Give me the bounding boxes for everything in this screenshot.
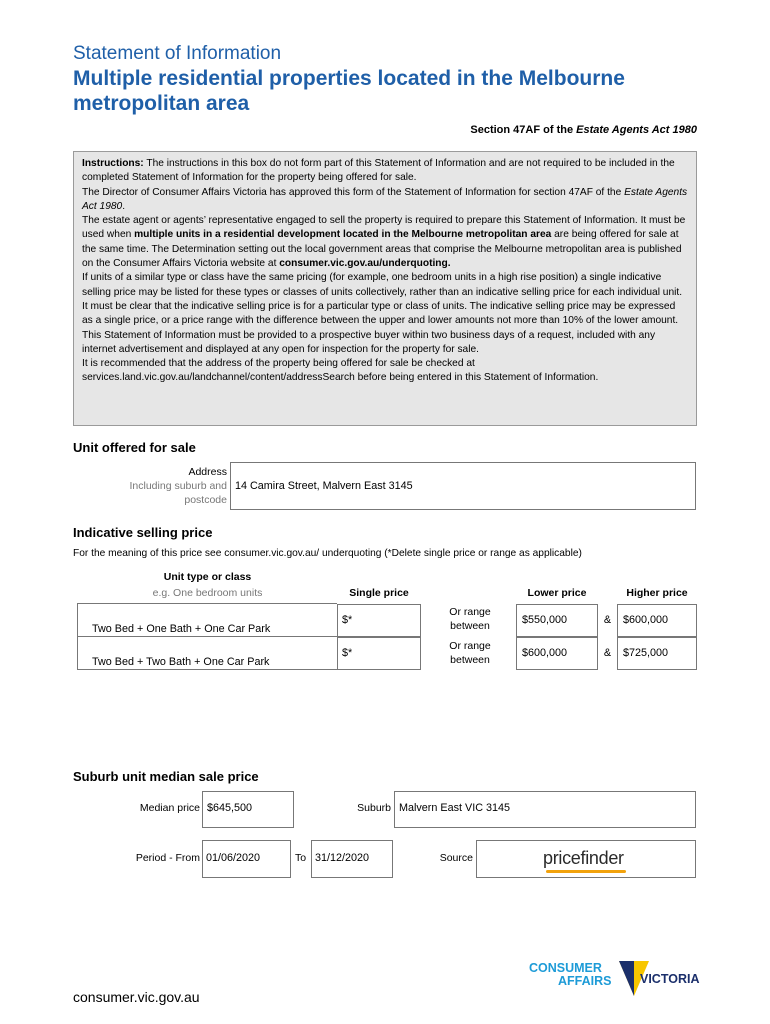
median-price-label: Median price xyxy=(139,802,200,814)
period-from-value: 01/06/2020 xyxy=(206,852,261,864)
unit-col-bottom-rule xyxy=(77,669,337,670)
row1-higher: $600,000 xyxy=(623,614,669,626)
form-pretitle: Statement of Information xyxy=(73,43,282,64)
median-heading: Suburb unit median sale price xyxy=(73,769,259,784)
unit-col-mid-rule xyxy=(77,636,337,637)
row2-unit: Two Bed + Two Bath + One Car Park xyxy=(92,656,270,668)
row2-single: $* xyxy=(342,647,353,659)
logo-consumer-text: CONSUMER xyxy=(529,961,602,975)
row2-lower: $600,000 xyxy=(522,647,568,659)
consumer-affairs-victoria-logo xyxy=(529,960,704,1010)
period-to-value: 31/12/2020 xyxy=(315,852,370,864)
instructions-p5: This Statement of Information must be provided to a prospective buyer within two business days of a request, included with any internet advertisement and displayed at any open for inspection for the property for sale. xyxy=(82,329,656,355)
address-label: Address Including suburb and postcode xyxy=(129,466,227,506)
suburb-label: Suburb xyxy=(357,802,391,814)
instructions-p1: Instructions: The instructions in this box do not form part of this Statement of Information and are not required to be included in the completed Statement of Information for the property being offered for sale. xyxy=(82,158,675,184)
unit-col-top-rule xyxy=(77,603,337,604)
row2-or-range: Or range between xyxy=(449,640,491,666)
unit-col-left-rule xyxy=(77,603,78,670)
row1-lower: $550,000 xyxy=(522,614,568,626)
instructions-p3: The estate agent or agents’ representative engaged to sell the property is required to prepare this Statement of Information. It must be used when multiple units in a residential development located in the Melbourne metropolitan area are being offered for sale at the same time. The Determination setting out the local government areas that comprise the Melbourne metropolitan area is published on the Consumer Affairs Victoria website at consumer.vic.gov.au/underquoting. xyxy=(82,215,686,270)
row1-amp: & xyxy=(603,614,612,626)
period-from-label: Period - From xyxy=(135,852,200,864)
instructions-p2: The Director of Consumer Affairs Victoria has approved this form of the Statement of Information for section 47AF of the Estate Agents Act 1980. xyxy=(82,186,688,212)
median-price-value: $645,500 xyxy=(207,802,253,814)
act-name: Estate Agents Act 1980 xyxy=(576,124,697,136)
logo-victoria-text: VICTORIA xyxy=(640,972,700,986)
row2-amp: & xyxy=(603,647,612,659)
address-value: 14 Camira Street, Malvern East 3145 xyxy=(235,480,413,492)
instructions-p4: If units of a similar type or class have the same pricing (for example, one bedroom units in a high rise position) a single indicative selling price may be listed for these types or classes of units collectively, rather than an indicative selling price for each individual unit. It must be clear that the indicative selling price is for a particular type or class of units. The indicative selling price may be expressed as a single price, or a price range with the difference between the upper and lower amounts not more than 10% of the lower amount. xyxy=(82,272,683,327)
row1-or-range: Or range between xyxy=(449,606,491,632)
row2-higher: $725,000 xyxy=(623,647,669,659)
footer-url[interactable]: consumer.vic.gov.au xyxy=(73,989,200,1005)
row1-single: $* xyxy=(342,614,353,626)
col-higher-header: Higher price xyxy=(626,587,688,599)
underquoting-link[interactable]: consumer.vic.gov.au/underquoting. xyxy=(279,258,451,270)
form-title: Multiple residential properties located in the Melbourne metropolitan area xyxy=(73,67,625,115)
indicative-heading: Indicative selling price xyxy=(73,525,213,540)
row1-unit: Two Bed + One Bath + One Car Park xyxy=(92,623,271,635)
pricefinder-logo: pricefinder xyxy=(543,848,624,868)
indicative-note: For the meaning of this price see consumer.vic.gov.au/ underquoting (*Delete single price or range as applicable) xyxy=(73,548,582,559)
period-to-label: To xyxy=(295,852,307,864)
col-single-header: Single price xyxy=(349,587,409,599)
col-lower-header: Lower price xyxy=(527,587,587,599)
unit-offered-heading: Unit offered for sale xyxy=(73,440,196,455)
source-label: Source xyxy=(439,852,473,864)
logo-affairs-text: AFFAIRS xyxy=(558,974,612,988)
col-unit-header: Unit type or class xyxy=(163,571,252,583)
instructions-p6: It is recommended that the address of the property being offered for sale be checked at services.land.vic.gov.au/landchannel/content/addressSearch before being entered in this Statement of Information. xyxy=(82,358,599,384)
instructions-box xyxy=(73,151,697,426)
suburb-value: Malvern East VIC 3145 xyxy=(399,802,511,814)
col-unit-example: e.g. One bedroom units xyxy=(152,587,263,599)
section-reference: Section 47AF of the Estate Agents Act 1980 xyxy=(470,124,697,136)
pricefinder-logo-underline xyxy=(546,870,626,873)
